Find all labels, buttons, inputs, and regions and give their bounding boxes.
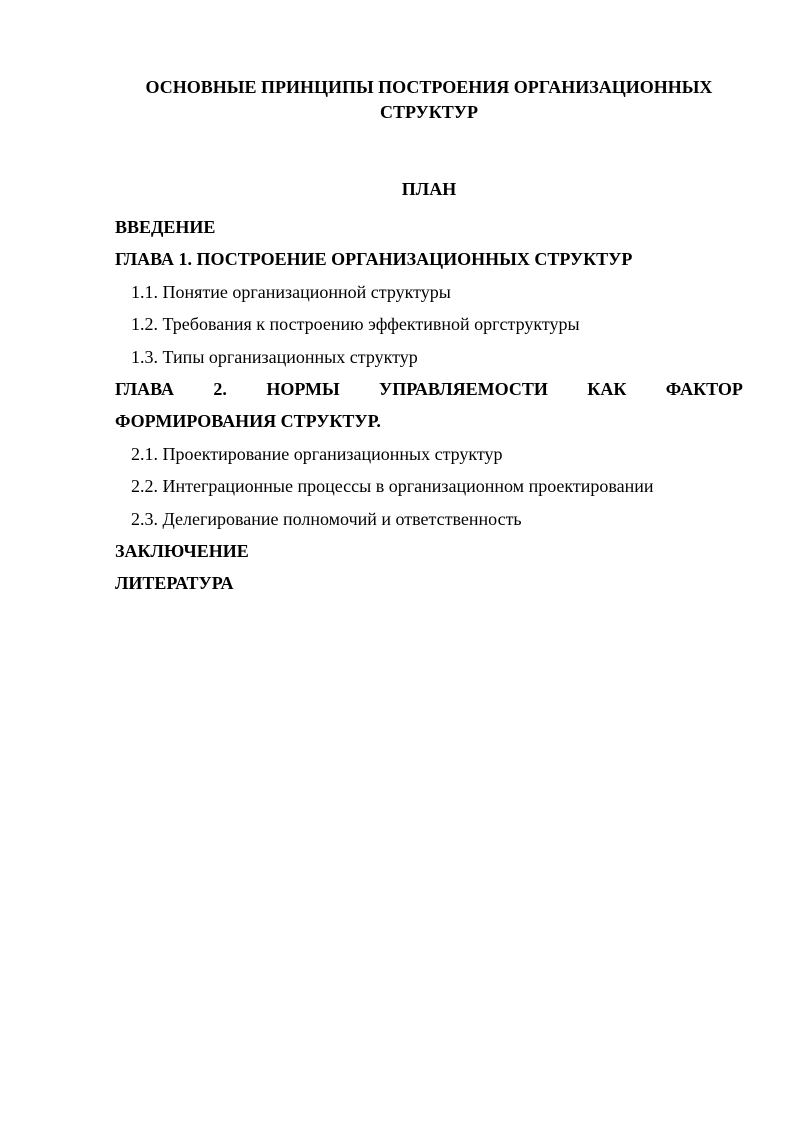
toc-conclusion: ЗАКЛЮЧЕНИЕ	[115, 540, 249, 561]
toc-chapter-2-word: ГЛАВА	[115, 378, 175, 399]
toc-section-1-3: 1.3. Типы организационных структур	[131, 346, 418, 367]
toc-chapter-2-word: 2.	[213, 378, 227, 399]
document-title-line-1: ОСНОВНЫЕ ПРИНЦИПЫ ПОСТРОЕНИЯ ОРГАНИЗАЦИОННЫХ	[145, 77, 713, 97]
plan-heading: ПЛАН	[401, 179, 457, 199]
toc-chapter-2-line-1	[115, 378, 743, 410]
toc-literature: ЛИТЕРАТУРА	[115, 573, 234, 594]
toc-chapter-2-word: КАК	[587, 378, 627, 399]
toc-section-1-2: 1.2. Требования к построению эффективной оргструктуры	[131, 314, 580, 335]
table-of-contents	[115, 216, 743, 605]
toc-introduction: ВВЕДЕНИЕ	[115, 217, 216, 237]
toc-chapter-1: ГЛАВА 1. ПОСТРОЕНИЕ ОРГАНИЗАЦИОННЫХ СТРУКТУР	[115, 249, 633, 270]
toc-section-2-1: 2.1. Проектирование организационных структур	[131, 443, 503, 464]
toc-chapter-2-word: ФАКТОР	[665, 378, 743, 399]
document-title	[115, 75, 743, 125]
toc-section-1-1: 1.1. Понятие организационной структуры	[131, 281, 451, 302]
toc-chapter-2-word: УПРАВЛЯЕМОСТИ	[379, 378, 548, 399]
document-title-line-2: СТРУКТУР	[379, 102, 479, 122]
toc-chapter-2-line-2: ФОРМИРОВАНИЯ СТРУКТУР.	[115, 411, 381, 432]
toc-section-2-2: 2.2. Интеграционные процессы в организационном проектировании	[131, 476, 654, 497]
toc-chapter-2-word: НОРМЫ	[266, 378, 340, 399]
toc-section-2-3: 2.3. Делегирование полномочий и ответственность	[131, 508, 522, 529]
